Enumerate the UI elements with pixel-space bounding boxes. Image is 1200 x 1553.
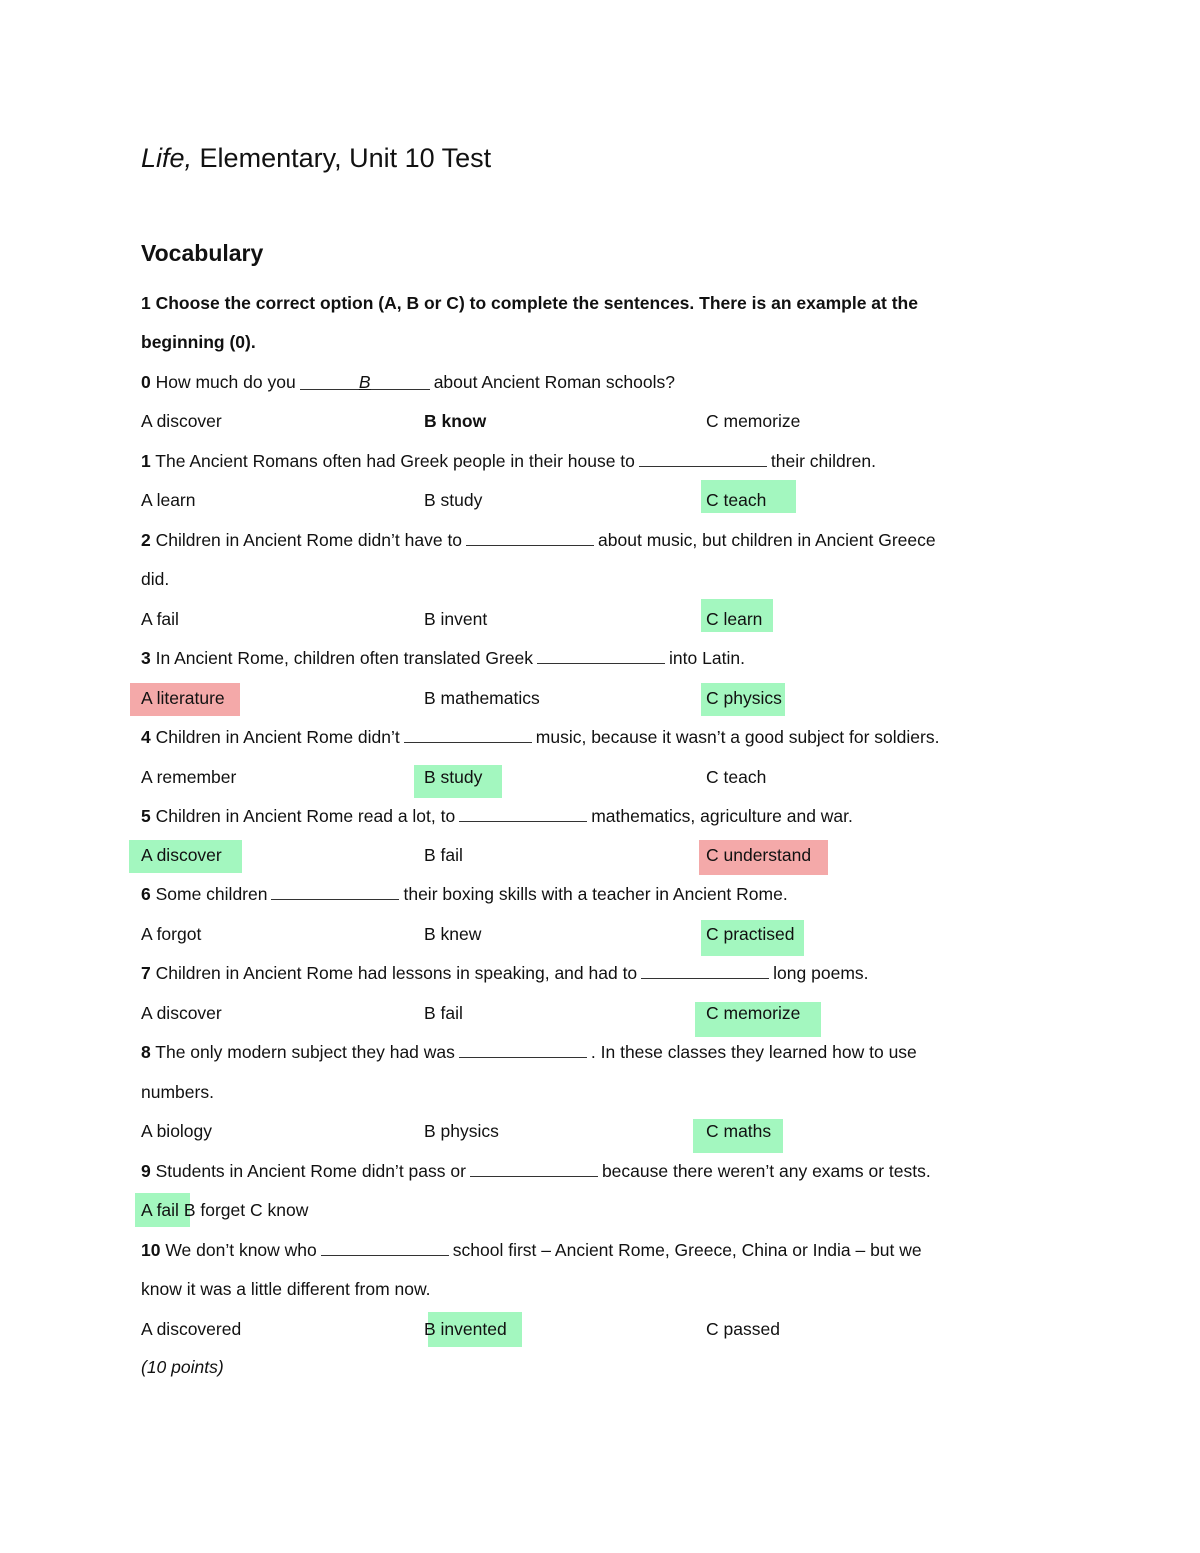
option-c[interactable]: C memorize — [706, 1003, 801, 1023]
option-b[interactable]: B know — [424, 411, 487, 431]
answer-blank[interactable] — [470, 1160, 598, 1177]
answer-blank[interactable]: B — [300, 373, 430, 390]
option-b[interactable]: B invent — [424, 609, 488, 629]
question-10-continued: know it was a little different from now. — [141, 1279, 431, 1299]
option-b[interactable]: B fail — [424, 845, 463, 865]
option-a[interactable]: A discover — [141, 845, 222, 865]
option-c[interactable]: C maths — [706, 1121, 772, 1141]
option-a[interactable]: A discover — [141, 411, 222, 431]
option-a[interactable]: A discovered — [141, 1319, 242, 1339]
answer-blank[interactable] — [537, 647, 665, 664]
option-b[interactable]: B invented — [424, 1319, 507, 1339]
question-6: 6 Some children their boxing skills with a teacher in Ancient Rome. — [141, 884, 788, 904]
option-b[interactable]: B forget — [183, 1200, 246, 1220]
question-1: 1 The Ancient Romans often had Greek people in their house to their children. — [141, 451, 876, 471]
option-c[interactable]: C understand — [706, 845, 812, 865]
option-b[interactable]: B physics — [424, 1121, 499, 1141]
instructions-line-2: beginning (0). — [141, 332, 256, 352]
option-a[interactable]: A discover — [141, 1003, 222, 1023]
section-heading: Vocabulary — [141, 240, 264, 266]
option-b[interactable]: B study — [424, 490, 483, 510]
option-b[interactable]: B knew — [424, 924, 482, 944]
answer-blank[interactable] — [466, 529, 594, 546]
option-c[interactable]: C physics — [706, 688, 782, 708]
question-10: 10 We don’t know who school first – Ancient Rome, Greece, China or India – but we — [141, 1240, 922, 1260]
question-7: 7 Children in Ancient Rome had lessons in speaking, and had to long poems. — [141, 963, 869, 983]
answer-blank[interactable] — [271, 883, 399, 900]
question-3: 3 In Ancient Rome, children often translated Greek into Latin. — [141, 648, 745, 668]
page-title: Life, Elementary, Unit 10 Test — [141, 143, 492, 173]
question-0: 0 How much do you B about Ancient Roman schools? — [141, 372, 675, 392]
option-b[interactable]: B study — [424, 767, 483, 787]
option-c[interactable]: C learn — [706, 609, 763, 629]
question-4: 4 Children in Ancient Rome didn’t music, because it wasn’t a good subject for soldiers. — [141, 727, 940, 747]
answer-blank[interactable] — [459, 1041, 587, 1058]
option-a[interactable]: A fail — [141, 609, 179, 629]
option-a[interactable]: A literature — [141, 688, 225, 708]
question-2-continued: did. — [141, 569, 170, 589]
option-b[interactable]: B mathematics — [424, 688, 540, 708]
points-total: (10 points) — [141, 1357, 224, 1377]
answer-blank[interactable] — [404, 726, 532, 743]
question-2: 2 Children in Ancient Rome didn’t have to about music, but children in Ancient Greece — [141, 530, 936, 550]
question-9: 9 Students in Ancient Rome didn’t pass or because there weren’t any exams or tests. — [141, 1161, 931, 1181]
question-5: 5 Children in Ancient Rome read a lot, to mathematics, agriculture and war. — [141, 806, 853, 826]
option-c[interactable]: C know — [250, 1200, 309, 1220]
option-a[interactable]: A learn — [141, 490, 196, 510]
question-8: 8 The only modern subject they had was . In these classes they learned how to use — [141, 1042, 917, 1062]
option-c[interactable]: C practised — [706, 924, 795, 944]
option-c[interactable]: C passed — [706, 1319, 780, 1339]
instructions-line-1: 1 Choose the correct option (A, B or C) to complete the sentences. There is an example at the — [141, 293, 918, 313]
option-c[interactable]: C teach — [706, 490, 767, 510]
option-c[interactable]: C teach — [706, 767, 767, 787]
option-a[interactable]: A fail — [141, 1200, 179, 1220]
option-a[interactable]: A forgot — [141, 924, 202, 944]
question-9-options — [141, 1198, 308, 1222]
answer-blank[interactable] — [639, 450, 767, 467]
answer-blank[interactable] — [641, 962, 769, 979]
option-c[interactable]: C memorize — [706, 411, 801, 431]
answer-blank[interactable] — [321, 1239, 449, 1256]
question-8-continued: numbers. — [141, 1082, 214, 1102]
option-a[interactable]: A biology — [141, 1121, 213, 1141]
option-a[interactable]: A remember — [141, 767, 237, 787]
answer-blank[interactable] — [459, 805, 587, 822]
option-b[interactable]: B fail — [424, 1003, 463, 1023]
